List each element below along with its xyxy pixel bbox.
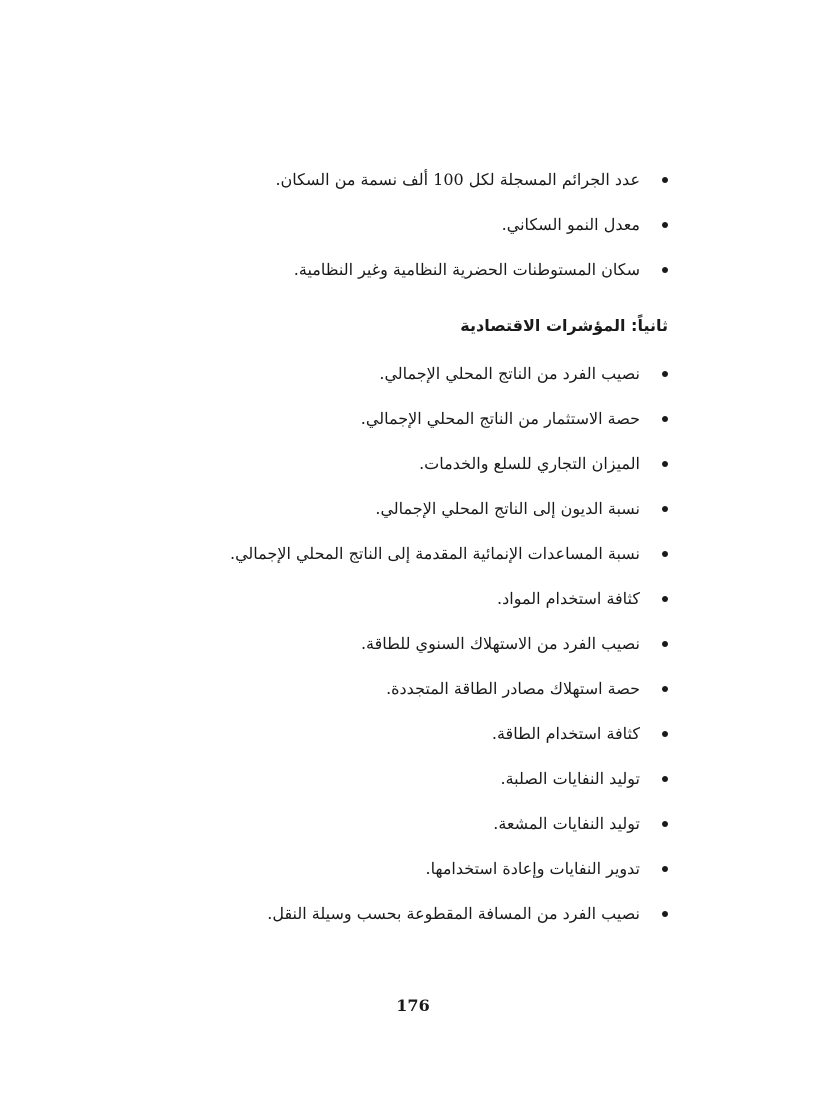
list-item: [248, 499, 668, 544]
list-item-text: الميزان التجاري للسلع والخدمات.: [419, 454, 640, 473]
list-item: [248, 634, 668, 679]
intro-indicators-section: [248, 170, 668, 305]
economic-indicators-section: [230, 364, 668, 949]
list-item: [248, 260, 668, 305]
list-item-text: نصيب الفرد من الناتج المحلي الإجمالي.: [379, 364, 640, 383]
bullet-icon: [662, 776, 668, 782]
list-item-text: معدل النمو السكاني.: [501, 215, 640, 234]
bullet-icon: [662, 177, 668, 183]
list-item-text: توليد النفايات المشعة.: [493, 814, 640, 833]
list-item-text: نصيب الفرد من المسافة المقطوعة بحسب وسيلة النقل.: [267, 904, 640, 923]
bullet-icon: [662, 506, 668, 512]
list-item-text: كثافة استخدام المواد.: [497, 589, 640, 608]
section-heading: ثانياً: المؤشرات الاقتصادية: [460, 316, 668, 335]
page-number: 176: [396, 996, 430, 1015]
list-item: [248, 724, 668, 769]
bullet-icon: [662, 911, 668, 917]
bullet-icon: [662, 416, 668, 422]
list-item: [248, 170, 668, 215]
list-item-text: حصة استهلاك مصادر الطاقة المتجددة.: [386, 679, 640, 698]
list-item: [248, 409, 668, 454]
list-item: [248, 364, 668, 409]
bullet-icon: [662, 821, 668, 827]
list-item: [248, 814, 668, 859]
list-item: [248, 904, 668, 949]
list-item: [248, 454, 668, 499]
bullet-icon: [662, 267, 668, 273]
list-item-text: عدد الجرائم المسجلة لكل 100 ألف نسمة من السكان.: [275, 170, 640, 189]
list-item-text: نصيب الفرد من الاستهلاك السنوي للطاقة.: [360, 634, 640, 653]
list-item: [248, 769, 668, 814]
intro-indicator-list: [248, 170, 668, 305]
list-item-text: حصة الاستثمار من الناتج المحلي الإجمالي.: [360, 409, 640, 428]
list-item-text: توليد النفايات الصلبة.: [500, 769, 640, 788]
bullet-icon: [662, 866, 668, 872]
bullet-icon: [662, 461, 668, 467]
bullet-icon: [662, 731, 668, 737]
list-item: [248, 589, 668, 634]
bullet-icon: [662, 596, 668, 602]
bullet-icon: [662, 551, 668, 557]
list-item-text: نسبة المساعدات الإنمائية المقدمة إلى الناتج المحلي الإجمالي.: [230, 544, 640, 563]
bullet-icon: [662, 371, 668, 377]
list-item: [248, 215, 668, 260]
economic-indicators-heading-block: [248, 316, 668, 336]
list-item-text: كثافة استخدام الطاقة.: [491, 724, 640, 743]
list-item: [248, 679, 668, 724]
list-item: [230, 544, 668, 589]
bullet-icon: [662, 686, 668, 692]
bullet-icon: [662, 222, 668, 228]
list-item: [248, 859, 668, 904]
list-item-text: تدوير النفايات وإعادة استخدامها.: [425, 859, 640, 878]
bullet-icon: [662, 641, 668, 647]
list-item-text: سكان المستوطنات الحضرية النظامية وغير النظامية.: [293, 260, 640, 279]
economic-indicator-list: [230, 364, 668, 949]
list-item-text: نسبة الديون إلى الناتج المحلي الإجمالي.: [375, 499, 640, 518]
